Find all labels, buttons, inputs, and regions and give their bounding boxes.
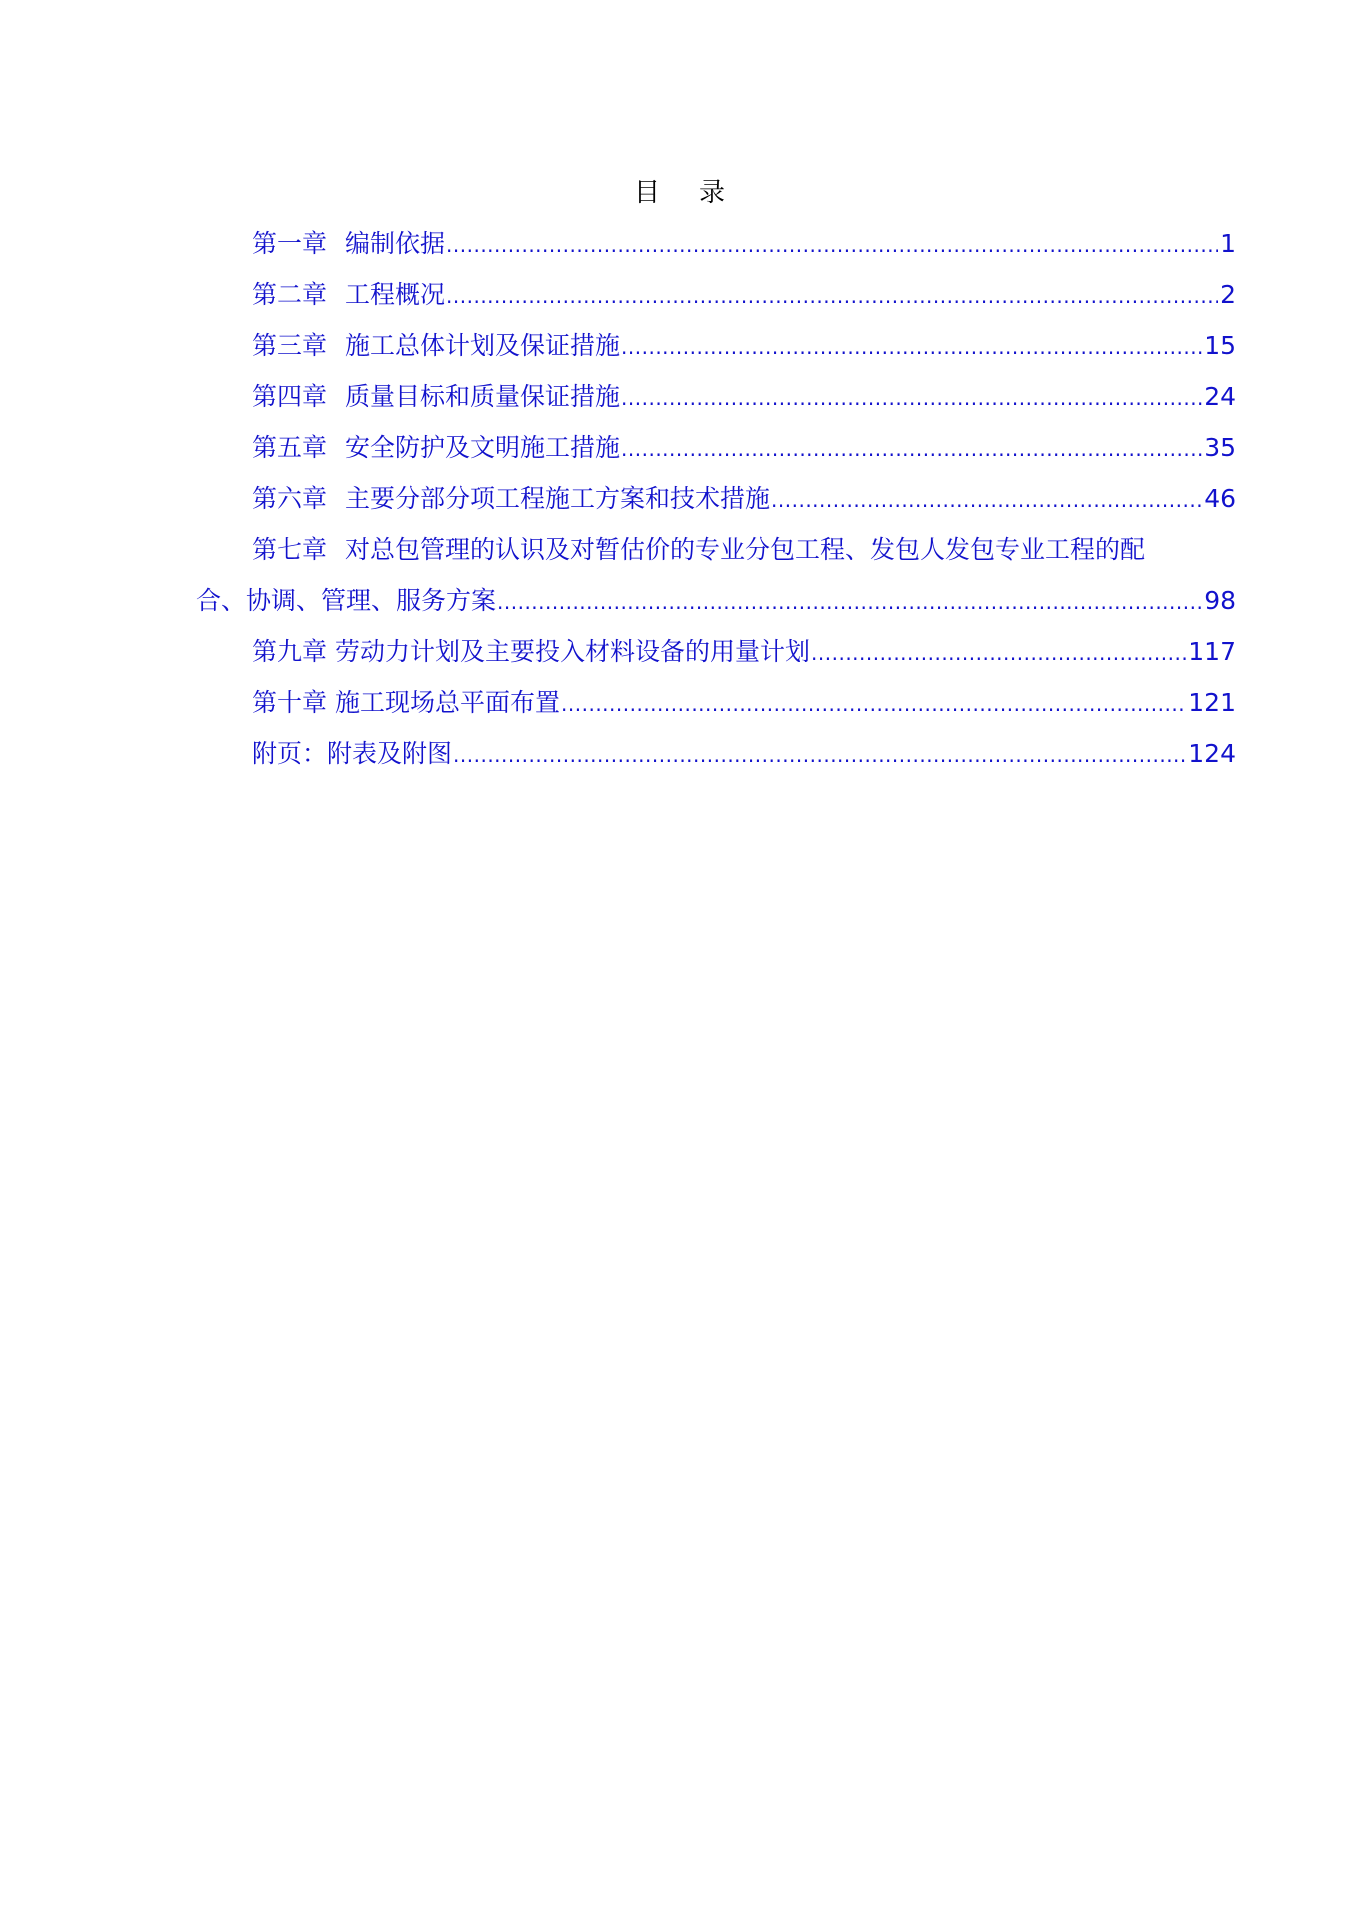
toc-chapter-label: 第十章: [252, 688, 328, 717]
toc-chapter-label: 第二章: [252, 280, 328, 309]
toc-chapter-label: 第七章: [252, 535, 328, 564]
toc-chapter-label: 附页: [252, 739, 303, 768]
toc-chapter-title-line2: 合、协调、管理、服务方案: [196, 586, 497, 615]
toc-chapter-label: 第一章: [252, 229, 328, 258]
toc-chapter-title: 工程概况: [345, 280, 446, 309]
toc-leader-dots: [771, 475, 1202, 526]
toc-page-number: 98: [1204, 586, 1236, 615]
toc-page-number: 117: [1188, 637, 1236, 666]
toc-chapter-label: 第九章: [252, 637, 328, 666]
toc-page-number: 1: [1220, 229, 1236, 258]
toc-page-number: 46: [1204, 484, 1236, 513]
toc-page-number: 15: [1204, 331, 1236, 360]
toc-entry-chapter-5[interactable]: [196, 422, 1236, 473]
toc-leader-dots: [561, 679, 1186, 730]
toc-page-number: 2: [1220, 280, 1236, 309]
toc-leader-dots: [621, 322, 1202, 373]
toc-chapter-title: 质量目标和质量保证措施: [345, 382, 621, 411]
toc-leader-dots: [811, 628, 1186, 679]
toc-leader-dots: [621, 373, 1202, 424]
toc-title-right: 录: [699, 178, 727, 208]
toc-chapter-title: 施工现场总平面布置: [335, 688, 561, 717]
toc-chapter-label: 第五章: [252, 433, 328, 462]
toc-leader-dots: [446, 220, 1218, 271]
toc-page-number: 35: [1204, 433, 1236, 462]
toc-page-number: 124: [1188, 739, 1236, 768]
toc-title: [0, 173, 1360, 213]
toc-chapter-title: ：附表及附图: [302, 739, 453, 768]
toc-leader-dots: [497, 577, 1202, 628]
toc-page-number: 121: [1188, 688, 1236, 717]
toc-entry-chapter-6[interactable]: [196, 473, 1236, 524]
toc-chapter-title: 安全防护及文明施工措施: [345, 433, 621, 462]
toc-chapter-label: 第六章: [252, 484, 328, 513]
toc-leader-dots: [446, 271, 1218, 322]
toc-entry-chapter-9[interactable]: [196, 626, 1236, 677]
toc-entry-chapter-4[interactable]: [196, 371, 1236, 422]
toc-chapter-label: 第三章: [252, 331, 328, 360]
toc-chapter-title: 施工总体计划及保证措施: [345, 331, 621, 360]
toc-title-left: 目: [633, 178, 661, 208]
toc-chapter-title: 编制依据: [345, 229, 446, 258]
toc-chapter-title: 主要分部分项工程施工方案和技术措施: [345, 484, 771, 513]
toc-entry-chapter-2[interactable]: [196, 269, 1236, 320]
toc-entry-chapter-3[interactable]: [196, 320, 1236, 371]
toc-entry-chapter-1[interactable]: [196, 218, 1236, 269]
toc-entry-chapter-7[interactable]: [196, 524, 1236, 626]
toc-leader-dots: [453, 730, 1186, 781]
toc-entry-chapter-10[interactable]: [196, 677, 1236, 728]
toc-leader-dots: [621, 424, 1202, 475]
toc-entry-appendix[interactable]: [196, 728, 1236, 779]
toc-page-number: 24: [1204, 382, 1236, 411]
toc-chapter-title-line1: 对总包管理的认识及对暂估价的专业分包工程、发包人发包专业工程的配: [345, 535, 1146, 564]
table-of-contents: [196, 218, 1236, 779]
toc-chapter-label: 第四章: [252, 382, 328, 411]
toc-chapter-title: 劳动力计划及主要投入材料设备的用量计划: [335, 637, 811, 666]
